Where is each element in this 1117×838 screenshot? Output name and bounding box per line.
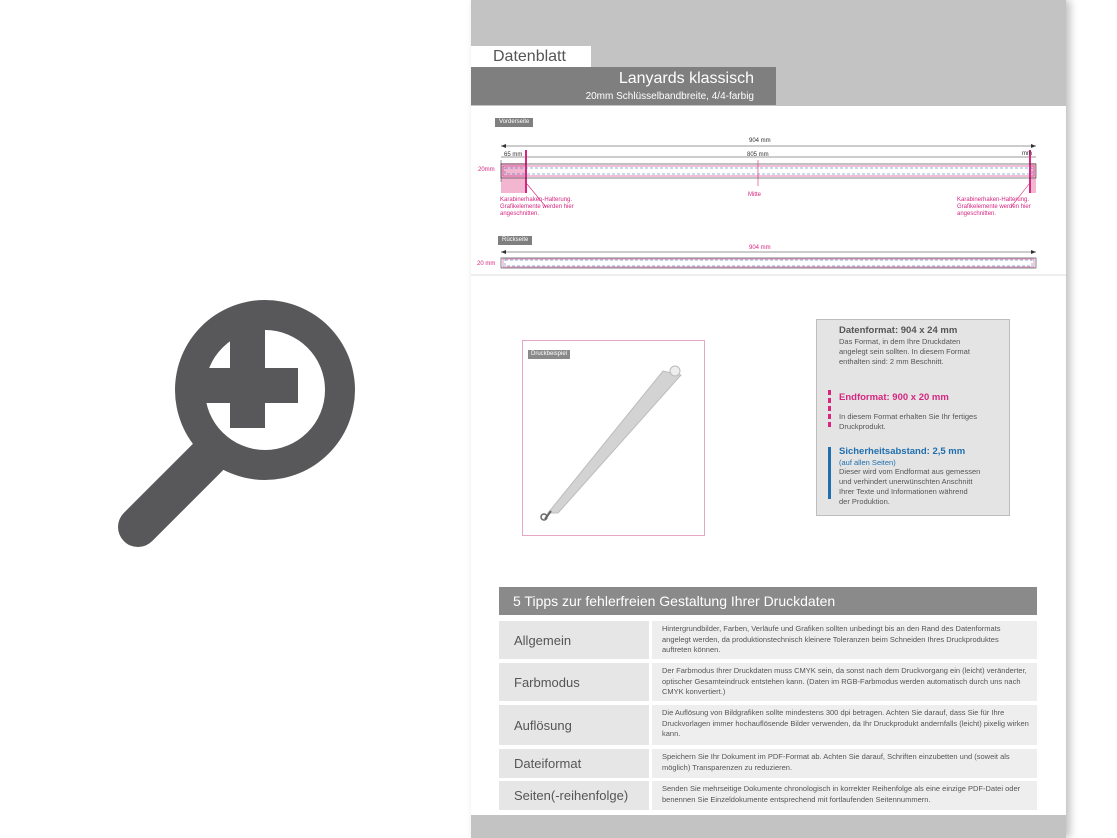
format-info-box <box>816 319 1010 516</box>
zoom-in-icon[interactable] <box>100 285 370 555</box>
data-format-text: Das Format, in dem Ihre Druckdaten angelegt sein sollten. In diesem Format enthalten sind: 2 mm Beschnitt. <box>839 337 970 366</box>
page-title: Lanyards klassisch <box>618 70 754 87</box>
front-middle-dim: 805 mm <box>747 152 769 158</box>
back-label: Rückseite <box>498 236 532 245</box>
tip-key: Allgemein <box>499 621 649 659</box>
back-total-dim: 904 mm <box>749 245 771 251</box>
tip-text: Senden Sie mehrseitige Dokumente chronologisch in korrekter Reihenfolge als eine einzige PDF-Datei oder benennen Sie Einzeldokumente entsprechend mit fortlaufenden Seitennummern. <box>652 781 1037 810</box>
front-right-dim: mm <box>1022 151 1032 157</box>
tip-key: Farbmodus <box>499 663 649 701</box>
tip-row <box>499 663 1037 701</box>
end-format-marker <box>828 390 831 430</box>
tip-row <box>499 705 1037 745</box>
document-tag: Datenblatt <box>471 46 591 67</box>
footer-band <box>471 815 1066 838</box>
data-format-title: Datenformat: 904 x 24 mm <box>839 325 958 336</box>
tip-text: Der Farbmodus Ihrer Druckdaten muss CMYK sein, da sonst nach dem Druckvorgang ein (leicht) veränderter, optischer Gesamteindruck entstehen kann. (Daten im RGB-Farbmodus werden automatisch durch uns nach CMYK konvertiert.) <box>652 663 1037 701</box>
safety-margin-title: Sicherheitsabstand: 2,5 mm <box>839 446 966 457</box>
tips-heading: 5 Tipps zur fehlerfreien Gestaltung Ihrer Druckdaten <box>499 587 1037 615</box>
tip-key: Seiten(-reihenfolge) <box>499 781 649 810</box>
tip-row <box>499 621 1037 659</box>
tip-row <box>499 749 1037 778</box>
tip-key: Auflösung <box>499 705 649 745</box>
back-height-dim: 20 mm <box>477 261 496 267</box>
center-mark: Mitte <box>748 192 762 198</box>
preview-label: Druckbeispiel <box>528 350 570 359</box>
dimension-diagram <box>471 0 1066 300</box>
tip-key: Dateiformat <box>499 749 649 778</box>
safety-margin-text: Dieser wird vom Endformat aus gemessen und verhindert unerwünschten Anschnitt Ihrer Texte und Informationen während der Produktion. <box>839 467 981 506</box>
page-subtitle: 20mm Schlüsselbandbreite, 4/4-farbig <box>585 91 754 102</box>
tip-text: Speichern Sie Ihr Dokument im PDF-Format ab. Achten Sie darauf, Schriften einzubetten und (soweit als möglich) Transparenzen zu reduzieren. <box>652 749 1037 778</box>
front-label: Vorderseite <box>495 118 533 127</box>
end-format-text: In diesem Format erhalten Sie Ihr fertiges Druckprodukt. <box>839 412 977 431</box>
safety-margin-sub: (auf allen Seiten) <box>839 458 896 467</box>
print-preview <box>522 340 705 536</box>
tip-text: Hintergrundbilder, Farben, Verläufe und Grafiken sollten unbedingt bis an den Rand des Datenformats angelegt werden, da produktionstechnisch kleinere Toleranzen beim Schneiden Ihres Druckproduktes auftreten können. <box>652 621 1037 659</box>
front-total-dim: 904 mm <box>749 138 771 144</box>
front-left-dim: 65 mm <box>504 152 523 158</box>
front-note-right: Karabinerhaken-Halterung. Grafikelemente werden hier angeschnitten. <box>957 197 1031 217</box>
front-height-dim: 20mm <box>478 167 495 173</box>
safety-margin-marker <box>828 447 831 499</box>
tip-text: Die Auflösung von Bildgrafiken sollte mindestens 300 dpi betragen. Achten Sie darauf, dass Sie für Ihre Druckvorlagen immer hochauflösende Bilder verwenden, da Ihr Druckprodukt andernfalls (leicht) pixelig wirken kann. <box>652 705 1037 745</box>
tip-row <box>499 781 1037 810</box>
lanyard-image <box>523 341 706 537</box>
datasheet-page <box>471 0 1066 838</box>
front-note-left: Karabinerhaken-Halterung. Grafikelemente werden hier angeschnitten. <box>500 197 574 217</box>
end-format-title: Endformat: 900 x 20 mm <box>839 392 949 403</box>
